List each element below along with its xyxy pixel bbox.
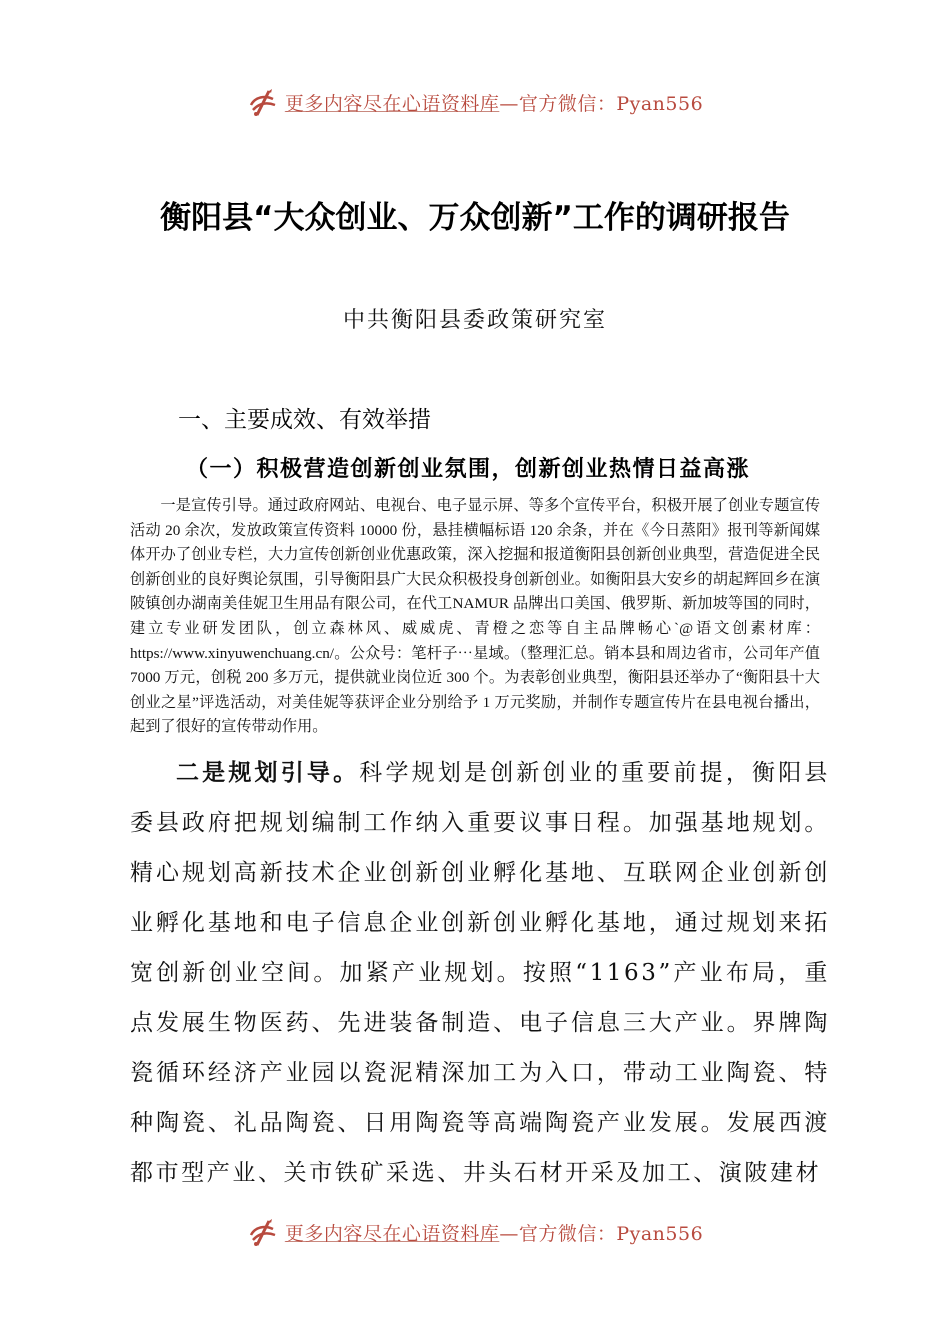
- section-heading: 一、主要成效、有效举措: [178, 407, 431, 433]
- book-pen-logo-icon: [247, 1215, 281, 1249]
- banner-link-text[interactable]: 更多内容尽在心语资料库: [284, 1222, 500, 1245]
- bottom-banner: [0, 1212, 950, 1252]
- paragraph-planning-lead: 二是规划引导。: [176, 759, 360, 786]
- document-title: 衡阳县“大众创业、万众创新”工作的调研报告: [160, 200, 790, 236]
- paragraph-planning-body: 科学规划是创新创业的重要前提，衡阳县委县政府把规划编制工作纳入重要议事日程。加强基地规划。精心规划高新技术企业创新创业孵化基地、互联网企业创新创业孵化基地和电子信息企业创新创业孵化基地，通过规划来拓宽创新创业空间。加紧产业规划。按照“1163”产业布局，重点发展生物医药、先进装备制造、电子信息三大产业。界牌陶瓷循环经济产业园以瓷泥精深加工为入口，带动工业陶瓷、特种陶瓷、礼品陶瓷、日用陶瓷等高端陶瓷产业发展。发展西渡都市型产业、关市铁矿采选、井头石材开采及加工、演陂建材: [130, 760, 830, 1186]
- banner-wechat-text: —官方微信：Pyan556: [499, 92, 704, 115]
- subsection-heading: （一）积极营造创新创业氛围，创新创业热情日益高涨: [186, 456, 751, 482]
- banner-text[interactable]: [285, 89, 703, 116]
- document-author: 中共衡阳县委政策研究室: [342, 308, 607, 333]
- book-pen-logo-icon: [247, 85, 281, 119]
- top-banner: [0, 82, 950, 122]
- banner-text[interactable]: [285, 1219, 703, 1246]
- paragraph-publicity: 一是宣传引导。通过政府网站、电视台、电子显示屏、等多个宣传平台，积极开展了创业专题宣传活动 20 余次，发放政策宣传资料 10000 份，悬挂横幅标语 120 余条，并在《今日蒸阳》报刊等新闻媒体开办了创业专栏，大力宣传创新创业优惠政策，深入挖掘和报道衡阳县创新创业典型，营造促进全民创新创业的良好舆论氛围，引导衡阳县广大民众积极投身创新创业。如衡阳县大安乡的胡起辉回乡在演陂镇创办湖南美佳妮卫生用品有限公司，在代工NAMUR 品牌出口美国、俄罗斯、新加坡等国的同时，建立专业研发团队，创立森林风、威威虎、青橙之恋等自主品牌畅心`@语文创素材库：https://www.xinyuwenchuang.cn/。公众号：笔杆子⋯星域。（整理汇总。销本县和周边省市，公司年产值 7000 万元，创税 200 多万元，提供就业岗位近 300 个。为表彰创业典型，衡阳县还举办了“衡阳县十大创业之星”评选活动，对美佳妮等获评企业分别给予 1 万元奖励，并制作专题宣传片在县电视台播出，起到了很好的宣传带动作用。: [130, 497, 820, 736]
- banner-link-text[interactable]: 更多内容尽在心语资料库: [284, 92, 500, 115]
- paragraph-planning: [130, 748, 830, 1198]
- banner-wechat-text: —官方微信：Pyan556: [499, 1222, 704, 1245]
